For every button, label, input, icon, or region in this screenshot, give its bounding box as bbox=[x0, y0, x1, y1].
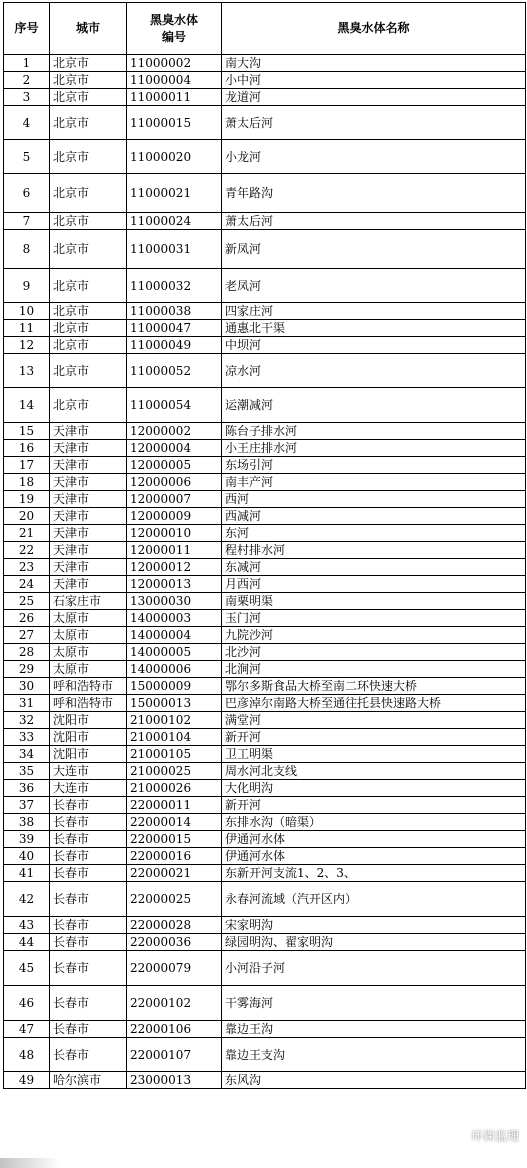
table-row bbox=[4, 780, 526, 797]
cell-id: 11000015 bbox=[127, 106, 222, 140]
cell-city: 长春市 bbox=[50, 951, 127, 986]
cell-index: 18 bbox=[4, 474, 50, 491]
table-row bbox=[4, 269, 526, 303]
header-city: 城市 bbox=[50, 3, 127, 55]
cell-name: 程村排水河 bbox=[222, 542, 526, 559]
cell-name: 小中河 bbox=[222, 72, 526, 89]
cell-name: 东新开河支流1、2、3、 bbox=[222, 865, 526, 882]
cell-city: 长春市 bbox=[50, 831, 127, 848]
cell-index: 34 bbox=[4, 746, 50, 763]
cell-id: 11000047 bbox=[127, 320, 222, 337]
cell-id: 12000011 bbox=[127, 542, 222, 559]
cell-name: 通惠北干渠 bbox=[222, 320, 526, 337]
table-row bbox=[4, 72, 526, 89]
table-row bbox=[4, 712, 526, 729]
table-row bbox=[4, 627, 526, 644]
cell-city: 呼和浩特市 bbox=[50, 678, 127, 695]
cell-index: 1 bbox=[4, 55, 50, 72]
cell-index: 3 bbox=[4, 89, 50, 106]
cell-name: 东排水沟（暗渠） bbox=[222, 814, 526, 831]
cell-index: 6 bbox=[4, 174, 50, 213]
cell-id: 11000024 bbox=[127, 213, 222, 230]
cell-index: 13 bbox=[4, 354, 50, 388]
cell-index: 10 bbox=[4, 303, 50, 320]
table-row bbox=[4, 951, 526, 986]
cell-id: 12000007 bbox=[127, 491, 222, 508]
cell-name: 青年路沟 bbox=[222, 174, 526, 213]
header-id-text: 黑臭水体编号 bbox=[149, 12, 198, 44]
table-row bbox=[4, 882, 526, 917]
cell-name: 新凤河 bbox=[222, 230, 526, 269]
table-row bbox=[4, 763, 526, 780]
cell-city: 长春市 bbox=[50, 1038, 127, 1072]
table-row bbox=[4, 491, 526, 508]
cell-index: 30 bbox=[4, 678, 50, 695]
cell-id: 22000025 bbox=[127, 882, 222, 917]
cell-name: 小龙河 bbox=[222, 140, 526, 174]
cell-city: 长春市 bbox=[50, 934, 127, 951]
cell-city: 长春市 bbox=[50, 814, 127, 831]
cell-name: 老凤河 bbox=[222, 269, 526, 303]
cell-name: 巴彦淖尔南路大桥至通往托县快速路大桥 bbox=[222, 695, 526, 712]
cell-index: 2 bbox=[4, 72, 50, 89]
bottom-strip bbox=[0, 1158, 60, 1168]
cell-index: 38 bbox=[4, 814, 50, 831]
cell-index: 23 bbox=[4, 559, 50, 576]
cell-city: 沈阳市 bbox=[50, 729, 127, 746]
cell-city: 天津市 bbox=[50, 440, 127, 457]
cell-name: 南栗明渠 bbox=[222, 593, 526, 610]
cell-index: 37 bbox=[4, 797, 50, 814]
cell-id: 22000015 bbox=[127, 831, 222, 848]
table-row bbox=[4, 797, 526, 814]
cell-id: 12000004 bbox=[127, 440, 222, 457]
cell-name: 月西河 bbox=[222, 576, 526, 593]
cell-name: 南大沟 bbox=[222, 55, 526, 72]
cell-city: 大连市 bbox=[50, 763, 127, 780]
cell-id: 23000013 bbox=[127, 1072, 222, 1089]
cell-city: 长春市 bbox=[50, 797, 127, 814]
cell-index: 26 bbox=[4, 610, 50, 627]
watermark bbox=[448, 1127, 519, 1144]
cell-index: 28 bbox=[4, 644, 50, 661]
cell-city: 北京市 bbox=[50, 140, 127, 174]
cell-index: 45 bbox=[4, 951, 50, 986]
cell-city: 北京市 bbox=[50, 354, 127, 388]
cell-index: 48 bbox=[4, 1038, 50, 1072]
cell-city: 北京市 bbox=[50, 89, 127, 106]
cell-name: 满堂河 bbox=[222, 712, 526, 729]
cell-name: 小河沿子河 bbox=[222, 951, 526, 986]
cell-city: 北京市 bbox=[50, 72, 127, 89]
cell-index: 15 bbox=[4, 423, 50, 440]
table-row bbox=[4, 388, 526, 423]
table-row bbox=[4, 695, 526, 712]
cell-id: 22000021 bbox=[127, 865, 222, 882]
table-row bbox=[4, 848, 526, 865]
cell-city: 北京市 bbox=[50, 55, 127, 72]
table-row bbox=[4, 917, 526, 934]
cell-city: 长春市 bbox=[50, 882, 127, 917]
cell-index: 27 bbox=[4, 627, 50, 644]
table-row bbox=[4, 55, 526, 72]
cell-city: 长春市 bbox=[50, 1021, 127, 1038]
cell-id: 22000036 bbox=[127, 934, 222, 951]
table-row bbox=[4, 934, 526, 951]
cell-city: 沈阳市 bbox=[50, 712, 127, 729]
cell-name: 东风沟 bbox=[222, 1072, 526, 1089]
cell-id: 21000104 bbox=[127, 729, 222, 746]
cell-name: 靠边王沟 bbox=[222, 1021, 526, 1038]
table-row bbox=[4, 559, 526, 576]
cell-index: 42 bbox=[4, 882, 50, 917]
table-row bbox=[4, 644, 526, 661]
cell-city: 长春市 bbox=[50, 848, 127, 865]
cell-city: 北京市 bbox=[50, 388, 127, 423]
cell-city: 大连市 bbox=[50, 780, 127, 797]
cell-city: 长春市 bbox=[50, 917, 127, 934]
cell-name: 西减河 bbox=[222, 508, 526, 525]
cell-name: 西河 bbox=[222, 491, 526, 508]
cell-index: 12 bbox=[4, 337, 50, 354]
header-name: 黑臭水体名称 bbox=[222, 3, 526, 55]
cell-name: 九院沙河 bbox=[222, 627, 526, 644]
cell-name: 新开河 bbox=[222, 797, 526, 814]
cell-city: 天津市 bbox=[50, 457, 127, 474]
cell-id: 22000011 bbox=[127, 797, 222, 814]
cell-id: 11000031 bbox=[127, 230, 222, 269]
table-row bbox=[4, 174, 526, 213]
cell-name: 东减河 bbox=[222, 559, 526, 576]
wechat-icon bbox=[448, 1128, 466, 1144]
cell-city: 北京市 bbox=[50, 213, 127, 230]
cell-index: 16 bbox=[4, 440, 50, 457]
table-row bbox=[4, 140, 526, 174]
cell-name: 绿园明沟、翟家明沟 bbox=[222, 934, 526, 951]
cell-name: 凉水河 bbox=[222, 354, 526, 388]
cell-index: 20 bbox=[4, 508, 50, 525]
cell-index: 17 bbox=[4, 457, 50, 474]
cell-city: 天津市 bbox=[50, 508, 127, 525]
cell-index: 19 bbox=[4, 491, 50, 508]
table-row bbox=[4, 337, 526, 354]
cell-city: 长春市 bbox=[50, 986, 127, 1021]
cell-name: 北涧河 bbox=[222, 661, 526, 678]
cell-city: 北京市 bbox=[50, 106, 127, 140]
table-row bbox=[4, 213, 526, 230]
table-row bbox=[4, 1072, 526, 1089]
cell-city: 太原市 bbox=[50, 610, 127, 627]
cell-index: 4 bbox=[4, 106, 50, 140]
cell-index: 33 bbox=[4, 729, 50, 746]
cell-city: 太原市 bbox=[50, 661, 127, 678]
table-row bbox=[4, 986, 526, 1021]
table-row bbox=[4, 661, 526, 678]
table-row bbox=[4, 865, 526, 882]
cell-id: 11000032 bbox=[127, 269, 222, 303]
cell-name: 小王庄排水河 bbox=[222, 440, 526, 457]
cell-id: 14000006 bbox=[127, 661, 222, 678]
cell-id: 15000009 bbox=[127, 678, 222, 695]
cell-index: 29 bbox=[4, 661, 50, 678]
cell-index: 25 bbox=[4, 593, 50, 610]
cell-id: 11000004 bbox=[127, 72, 222, 89]
cell-id: 11000002 bbox=[127, 55, 222, 72]
cell-index: 11 bbox=[4, 320, 50, 337]
cell-city: 天津市 bbox=[50, 474, 127, 491]
cell-name: 萧太后河 bbox=[222, 106, 526, 140]
cell-index: 40 bbox=[4, 848, 50, 865]
table-row bbox=[4, 320, 526, 337]
cell-city: 呼和浩特市 bbox=[50, 695, 127, 712]
cell-id: 22000102 bbox=[127, 986, 222, 1021]
cell-id: 14000005 bbox=[127, 644, 222, 661]
water-body-table bbox=[3, 2, 526, 1089]
cell-name: 中坝河 bbox=[222, 337, 526, 354]
table-row bbox=[4, 508, 526, 525]
cell-city: 天津市 bbox=[50, 423, 127, 440]
cell-city: 哈尔滨市 bbox=[50, 1072, 127, 1089]
cell-id: 12000010 bbox=[127, 525, 222, 542]
cell-city: 太原市 bbox=[50, 644, 127, 661]
cell-name: 东河 bbox=[222, 525, 526, 542]
cell-id: 13000030 bbox=[127, 593, 222, 610]
cell-city: 天津市 bbox=[50, 525, 127, 542]
cell-id: 11000021 bbox=[127, 174, 222, 213]
table-row bbox=[4, 474, 526, 491]
cell-city: 北京市 bbox=[50, 303, 127, 320]
cell-id: 11000020 bbox=[127, 140, 222, 174]
cell-id: 11000011 bbox=[127, 89, 222, 106]
cell-city: 北京市 bbox=[50, 174, 127, 213]
cell-id: 22000028 bbox=[127, 917, 222, 934]
table-row bbox=[4, 440, 526, 457]
table-row bbox=[4, 542, 526, 559]
cell-name: 伊通河水体 bbox=[222, 848, 526, 865]
cell-name: 卫工明渠 bbox=[222, 746, 526, 763]
cell-id: 11000054 bbox=[127, 388, 222, 423]
cell-city: 天津市 bbox=[50, 491, 127, 508]
cell-name: 新开河 bbox=[222, 729, 526, 746]
table-row bbox=[4, 1038, 526, 1072]
cell-name: 北沙河 bbox=[222, 644, 526, 661]
table-row bbox=[4, 525, 526, 542]
cell-city: 沈阳市 bbox=[50, 746, 127, 763]
cell-city: 天津市 bbox=[50, 559, 127, 576]
cell-id: 11000052 bbox=[127, 354, 222, 388]
cell-city: 石家庄市 bbox=[50, 593, 127, 610]
cell-id: 12000006 bbox=[127, 474, 222, 491]
table-row bbox=[4, 423, 526, 440]
cell-index: 41 bbox=[4, 865, 50, 882]
table-row bbox=[4, 1021, 526, 1038]
table-row bbox=[4, 303, 526, 320]
cell-name: 大化明沟 bbox=[222, 780, 526, 797]
cell-id: 15000013 bbox=[127, 695, 222, 712]
cell-index: 7 bbox=[4, 213, 50, 230]
cell-name: 干雾海河 bbox=[222, 986, 526, 1021]
table-row bbox=[4, 354, 526, 388]
cell-index: 32 bbox=[4, 712, 50, 729]
cell-id: 22000079 bbox=[127, 951, 222, 986]
cell-name: 宋家明沟 bbox=[222, 917, 526, 934]
table-row bbox=[4, 814, 526, 831]
table-row bbox=[4, 457, 526, 474]
cell-id: 21000102 bbox=[127, 712, 222, 729]
cell-id: 22000106 bbox=[127, 1021, 222, 1038]
cell-name: 四家庄河 bbox=[222, 303, 526, 320]
cell-name: 萧太后河 bbox=[222, 213, 526, 230]
cell-id: 11000049 bbox=[127, 337, 222, 354]
cell-index: 5 bbox=[4, 140, 50, 174]
cell-id: 22000016 bbox=[127, 848, 222, 865]
cell-name: 龙道河 bbox=[222, 89, 526, 106]
cell-index: 31 bbox=[4, 695, 50, 712]
cell-name: 鄂尔多斯食品大桥至南二环快速大桥 bbox=[222, 678, 526, 695]
cell-id: 22000014 bbox=[127, 814, 222, 831]
cell-name: 靠边王支沟 bbox=[222, 1038, 526, 1072]
cell-index: 35 bbox=[4, 763, 50, 780]
cell-id: 21000025 bbox=[127, 763, 222, 780]
cell-id: 12000002 bbox=[127, 423, 222, 440]
table-row bbox=[4, 746, 526, 763]
table-row bbox=[4, 106, 526, 140]
cell-index: 9 bbox=[4, 269, 50, 303]
cell-id: 21000105 bbox=[127, 746, 222, 763]
table-row bbox=[4, 729, 526, 746]
cell-city: 北京市 bbox=[50, 269, 127, 303]
cell-id: 21000026 bbox=[127, 780, 222, 797]
cell-id: 14000003 bbox=[127, 610, 222, 627]
cell-id: 12000012 bbox=[127, 559, 222, 576]
cell-city: 天津市 bbox=[50, 576, 127, 593]
cell-name: 永春河流域（汽开区内） bbox=[222, 882, 526, 917]
cell-index: 46 bbox=[4, 986, 50, 1021]
cell-index: 44 bbox=[4, 934, 50, 951]
cell-city: 北京市 bbox=[50, 320, 127, 337]
cell-city: 天津市 bbox=[50, 542, 127, 559]
table-row bbox=[4, 593, 526, 610]
header-index: 序号 bbox=[4, 3, 50, 55]
table-row bbox=[4, 576, 526, 593]
cell-index: 39 bbox=[4, 831, 50, 848]
cell-index: 47 bbox=[4, 1021, 50, 1038]
cell-name: 东场引河 bbox=[222, 457, 526, 474]
table-header-row bbox=[4, 3, 526, 55]
cell-id: 12000005 bbox=[127, 457, 222, 474]
cell-id: 12000009 bbox=[127, 508, 222, 525]
cell-city: 太原市 bbox=[50, 627, 127, 644]
table-row bbox=[4, 89, 526, 106]
cell-id: 12000013 bbox=[127, 576, 222, 593]
cell-city: 北京市 bbox=[50, 230, 127, 269]
cell-index: 43 bbox=[4, 917, 50, 934]
cell-index: 21 bbox=[4, 525, 50, 542]
cell-id: 14000004 bbox=[127, 627, 222, 644]
table-row bbox=[4, 230, 526, 269]
cell-name: 陈台子排水河 bbox=[222, 423, 526, 440]
cell-id: 11000038 bbox=[127, 303, 222, 320]
table-row bbox=[4, 610, 526, 627]
cell-name: 运潮减河 bbox=[222, 388, 526, 423]
cell-city: 北京市 bbox=[50, 337, 127, 354]
cell-index: 36 bbox=[4, 780, 50, 797]
cell-name: 南丰产河 bbox=[222, 474, 526, 491]
table-row bbox=[4, 678, 526, 695]
header-id bbox=[127, 3, 222, 55]
cell-index: 22 bbox=[4, 542, 50, 559]
cell-name: 伊通河水体 bbox=[222, 831, 526, 848]
cell-city: 长春市 bbox=[50, 865, 127, 882]
cell-name: 玉门河 bbox=[222, 610, 526, 627]
watermark-text: 环保监理 bbox=[470, 1129, 519, 1143]
cell-index: 24 bbox=[4, 576, 50, 593]
table-row bbox=[4, 831, 526, 848]
cell-index: 49 bbox=[4, 1072, 50, 1089]
cell-index: 8 bbox=[4, 230, 50, 269]
cell-id: 22000107 bbox=[127, 1038, 222, 1072]
cell-name: 周水河北支线 bbox=[222, 763, 526, 780]
table-body bbox=[4, 55, 526, 1089]
cell-index: 14 bbox=[4, 388, 50, 423]
